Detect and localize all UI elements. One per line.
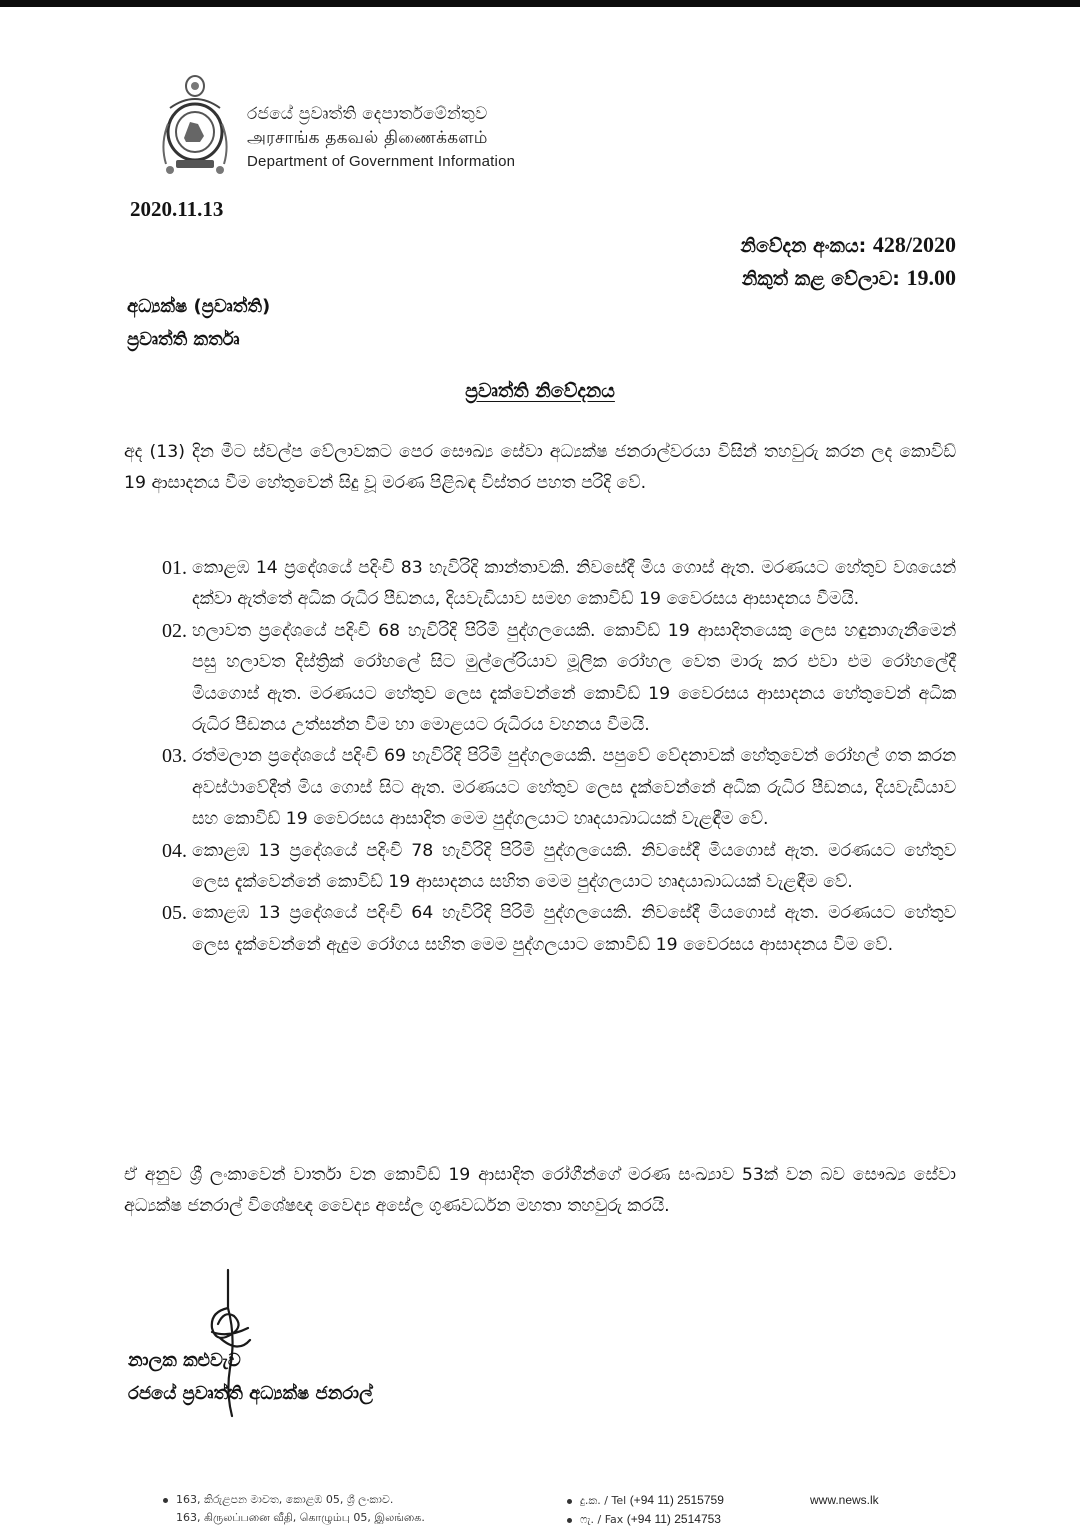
- death-details-list: [162, 553, 956, 961]
- bullet-icon: [163, 1498, 168, 1503]
- bullet-icon: [567, 1499, 572, 1504]
- footer-website: [810, 1491, 879, 1509]
- press-release-title: ප්‍රවෘත්ති නිවේදනය: [465, 380, 615, 402]
- release-time-label: නිකුත් කළ වේලාව:: [741, 268, 900, 290]
- footer-address: [163, 1491, 425, 1527]
- list-item: [162, 836, 956, 899]
- website-url: www.news.lk: [810, 1493, 879, 1507]
- intro-paragraph: අද (13) දින මීට ස්වල්ප වේලාවකට පෙර සෞඛ්‍ය සේවා අධ්‍යක්ෂ ජනරාල්වරයා විසින් තහවුරු කරන ලද කොවිඩ් 19 ආසාදනය වීම හේතුවෙන් සිදු වූ මරණ පිළිබඳ විස්තර පහත පරිදි වේ.: [124, 442, 956, 494]
- telephone-label: දු.ක. / Tel: [580, 1494, 627, 1507]
- release-number-line: [741, 229, 956, 262]
- list-item: [162, 741, 956, 835]
- department-name: [247, 102, 515, 174]
- list-item-text: කොළඹ 13 ප්‍රදේශයේ පදිංචි 64 හැවිරිදි පිරිමි පුද්ගලයෙකි. නිවසේදී මියගොස් ඇත. මරණයට හේතුව ලෙස දැක්වෙන්නේ ඇදුම රෝගය සහිත මෙම පුද්ගලයාට කොවිඩ් 19 වෛරසය ආසාදනය වීම වේ.: [192, 903, 956, 955]
- list-item-number: 04.: [162, 839, 187, 862]
- recipients: [127, 290, 270, 356]
- list-item-number: 05.: [162, 902, 187, 925]
- footer-address-tamil: 163, கிருலப்பனை வீதி, கொழும்பு 05, இலங்கை.: [176, 1511, 425, 1524]
- release-number-label: නිවේදන අංකය:: [740, 235, 867, 257]
- document-date: 2020.11.13: [130, 197, 224, 221]
- list-item: [162, 553, 956, 616]
- recipient-director-news: අධ්‍යක්ෂ (ප්‍රවෘත්ති): [127, 296, 271, 317]
- list-item: [162, 898, 956, 961]
- fax-number: (+94 11) 2514753: [626, 1512, 721, 1526]
- list-item-text: රත්මලාන ප්‍රදේශයේ පදිංචි 69 හැවිරිදි පිරිමි පුද්ගලයෙකි. පපුවේ වේදනාවක් හේතුවෙන් රෝහල් ගත කරන අවස්ථාවේදීත් මිය ගොස් සිට ඇත. මරණයට හේතුව ලෙස දැක්වෙන්නේ අධික රුධිර පීඩනය, දියවැඩියාව සහ කොවිඩ් 19 වෛරසය ආසාදිත මෙම පුද්ගලයාට හෘදයාබාධයක් වැළඳීම වේ.: [192, 746, 956, 830]
- release-time-line: [741, 262, 956, 295]
- list-item: [162, 616, 956, 742]
- list-item-text: කොළඹ 14 ප්‍රදේශයේ පදිංචි 83 හැවිරිදි කාන්තාවකි. නිවසේදී මිය ගොස් ඇත. මරණයට හේතුව වශයෙන් දක්වා ඇත්තේ අධික රුධිර පීඩනය, දියවැඩියාව සමඟ කොවිඩ් 19 වෛරසය ආසාදනය වීමයි.: [192, 558, 956, 610]
- list-item-number: 01.: [162, 557, 187, 579]
- department-name-tamil: அரசாங்க தகவல் திணைக்களம்: [247, 128, 488, 148]
- list-item-text: හලාවත ප්‍රදේශයේ පදිංචි 68 හැවිරිදි පිරිමි පුද්ගලයෙකි. කොවිඩ් 19 ආසාදිතයෙකු ලෙස හඳුනාගැනීමෙන් පසු හලාවත දිස්ත්‍රික් රෝහලේ සිට මුල්ලේරියාව මූලික රෝහල වෙත මාරු කර එවා එම රෝහලේදී මියගොස් ඇත. මරණයට හේතුව ලෙස දැක්වෙන්නේ කොවිඩ් 19 වෛරසය ආසාදනය හේතුවෙන් අධික රුධිර පීඩනය උත්සන්න වීම හා මොළයට රුධිරය වහනය වීමයි.: [192, 620, 956, 736]
- release-reference: [741, 229, 956, 295]
- list-item-number: 02.: [162, 619, 187, 642]
- bullet-icon: [567, 1518, 572, 1523]
- telephone-number: (+94 11) 2515759: [629, 1493, 724, 1507]
- footer-contact: [567, 1491, 724, 1529]
- signatory-title: රජයේ ප්‍රවෘත්ති අධ්‍යක්ෂ ජනරාල්: [128, 1383, 373, 1404]
- release-number: 428/2020: [872, 232, 956, 257]
- footer-address-sinhala: 163, කිරුළපන මාවත, කොළඹ 05, ශ්‍රී ලංකාව.: [176, 1493, 394, 1506]
- fax-label: ෆැ. / Fax: [580, 1513, 624, 1526]
- signatory-name: නාලක කළුවැව: [128, 1350, 241, 1371]
- department-name-sinhala: රජයේ ප්‍රවෘත්ති දෙපාර්තමේන්තුව: [247, 104, 488, 124]
- document-heading: [0, 380, 1080, 402]
- recipient-news-editor: ප්‍රවෘත්ති කර්තෘ: [127, 329, 240, 350]
- list-item-text: කොළඹ 13 ප්‍රදේශයේ පදිංචි 78 හැවිරිදි පිරිමි පුද්ගලයෙකි. නිවසේදී මියගොස් ඇත. මරණයට හේතුව ලෙස දැක්වෙන්නේ කොවිඩ් 19 ආසාදනය සහිත මෙම පුද්ගලයාට හෘදයාබාධයක් වැළඳීම වේ.: [192, 840, 956, 893]
- closing-paragraph: ඒ අනුව ශ්‍රී ලංකාවෙන් වාර්තා වන කොවිඩ් 19 ආසාදිත රෝගීන්ගේ මරණ සංඛ්‍යාව 53ක් වන බව සෞඛ්‍ය සේවා අධ්‍යක්ෂ ජනරාල් විශේෂඥ වෛද්‍ය අසේල ගුණවර්ධන මහතා තහවුරු කරයි.: [124, 1165, 956, 1217]
- department-name-english: Department of Government Information: [247, 153, 516, 170]
- list-item-number: 03.: [162, 745, 187, 768]
- release-time: 19.00: [906, 265, 956, 290]
- government-emblem-icon: [156, 72, 234, 178]
- signatory-block: [128, 1344, 373, 1410]
- top-border: [0, 0, 1080, 7]
